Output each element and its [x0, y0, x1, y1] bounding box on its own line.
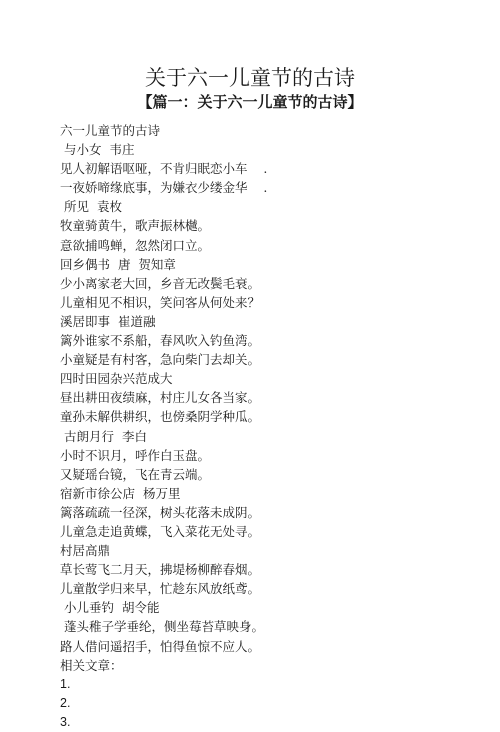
text-line: 篱落疏疏一径深，树头花落未成阴。 — [60, 504, 261, 520]
related-article-item: 2. — [60, 695, 71, 710]
text-line: 见人初解语呕哑，不肯归眠恋小车 . — [60, 161, 268, 177]
text-line: 少小离家老大回，乡音无改鬓毛衰。 — [60, 275, 261, 291]
text-line: 小儿垂钓 胡令能 — [64, 600, 160, 616]
text-line: 昼出耕田夜绩麻，村庄儿女各当家。 — [60, 390, 261, 406]
document-subtitle: 【篇一：关于六一儿童节的古诗】 — [137, 93, 363, 111]
text-line: 篱外谁家不系船，春风吹入钓鱼湾。 — [60, 333, 261, 349]
text-line: 回乡偶书 唐 贺知章 — [60, 256, 176, 272]
text-line: 村居高鼎 — [60, 543, 111, 559]
text-line: 蓬头稚子学垂纶，侧坐莓苔草映身。 — [64, 619, 265, 635]
text-line: 儿童散学归来早，忙趁东风放纸鸢。 — [60, 581, 261, 597]
text-line: 相关文章： — [60, 657, 123, 673]
text-line: 四时田园杂兴范成大 — [60, 371, 173, 387]
document-body — [60, 121, 480, 732]
text-line: 六一儿童节的古诗 — [60, 123, 161, 138]
text-line: 古朗月行 李白 — [64, 428, 147, 444]
text-line: 溪居即事 崔道融 — [60, 313, 156, 329]
text-line: 又疑瑶台镜，飞在青云端。 — [60, 466, 211, 482]
text-line: 儿童急走追黄蝶，飞入菜花无处寻。 — [60, 523, 261, 539]
text-line: 小童疑是有村客，急向柴门去却关。 — [60, 352, 261, 368]
text-line: 牧童骑黄牛，歌声振林樾。 — [60, 218, 211, 234]
text-line: 童孙未解供耕织，也傍桑阴学种瓜。 — [60, 409, 261, 425]
related-article-item: 3. — [60, 714, 71, 729]
document-title: 关于六一儿童节的古诗 — [145, 66, 355, 90]
related-article-item: 1. — [60, 676, 71, 691]
text-line: 儿童相见不相识，笑问客从何处来？ — [60, 294, 261, 310]
text-line: 宿新市徐公店 杨万里 — [60, 485, 181, 501]
text-line: 路人借问遥招手，怕得鱼惊不应人。 — [60, 638, 261, 654]
text-line: 一夜娇啼缘底事，为嫌衣少缕金华 . — [60, 180, 268, 196]
text-line: 草长莺飞二月天，拂堤杨柳醉春烟。 — [60, 562, 261, 578]
text-line: 意欲捕鸣蝉，忽然闭口立。 — [60, 237, 211, 253]
text-line: 所见 袁枚 — [64, 199, 122, 215]
text-line: 与小女 韦庄 — [64, 142, 135, 158]
text-line: 小时不识月，呼作白玉盘。 — [60, 447, 211, 463]
